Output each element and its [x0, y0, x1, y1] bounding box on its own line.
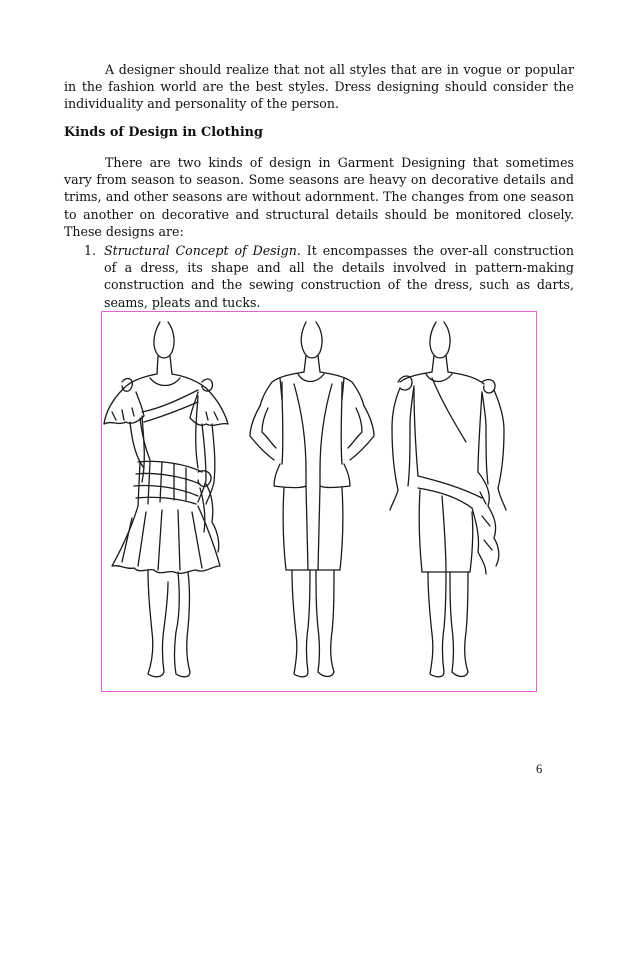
- sketch-figure-drape-dress: [390, 322, 506, 677]
- kinds-paragraph: There are two kinds of design in Garment Designing that sometimes vary from season to season. Some seasons are heavy on decorative details and trims, and other seasons are without adornment. The changes from one season to another on decorative and structural details should be monitored closely. These designs are:: [64, 155, 574, 239]
- list-description: It encompasses the over-all construction of a dress, its shape and all the details involved in pattern-making construction and the sewing construction of the dress, such as darts, seams, pleats and tucks.: [104, 243, 574, 310]
- page-number: 6: [536, 762, 543, 776]
- fashion-sketch-figure: [101, 311, 537, 692]
- list-text: [104, 242, 574, 311]
- sketch-figure-sheath-dress: [250, 322, 374, 677]
- intro-paragraph: A designer should realize that not all styles that are in vogue or popular in the fashion world are the best styles. Dress designing should consider the individuality and personality of the person.: [64, 62, 574, 112]
- fashion-sketch-illustration: [102, 312, 538, 693]
- list-number: 1.: [84, 243, 97, 258]
- list-term: Structural Concept of Design.: [104, 243, 301, 258]
- section-heading: Kinds of Design in Clothing: [64, 125, 263, 140]
- sketch-figure-ruffle-dress: [104, 322, 228, 677]
